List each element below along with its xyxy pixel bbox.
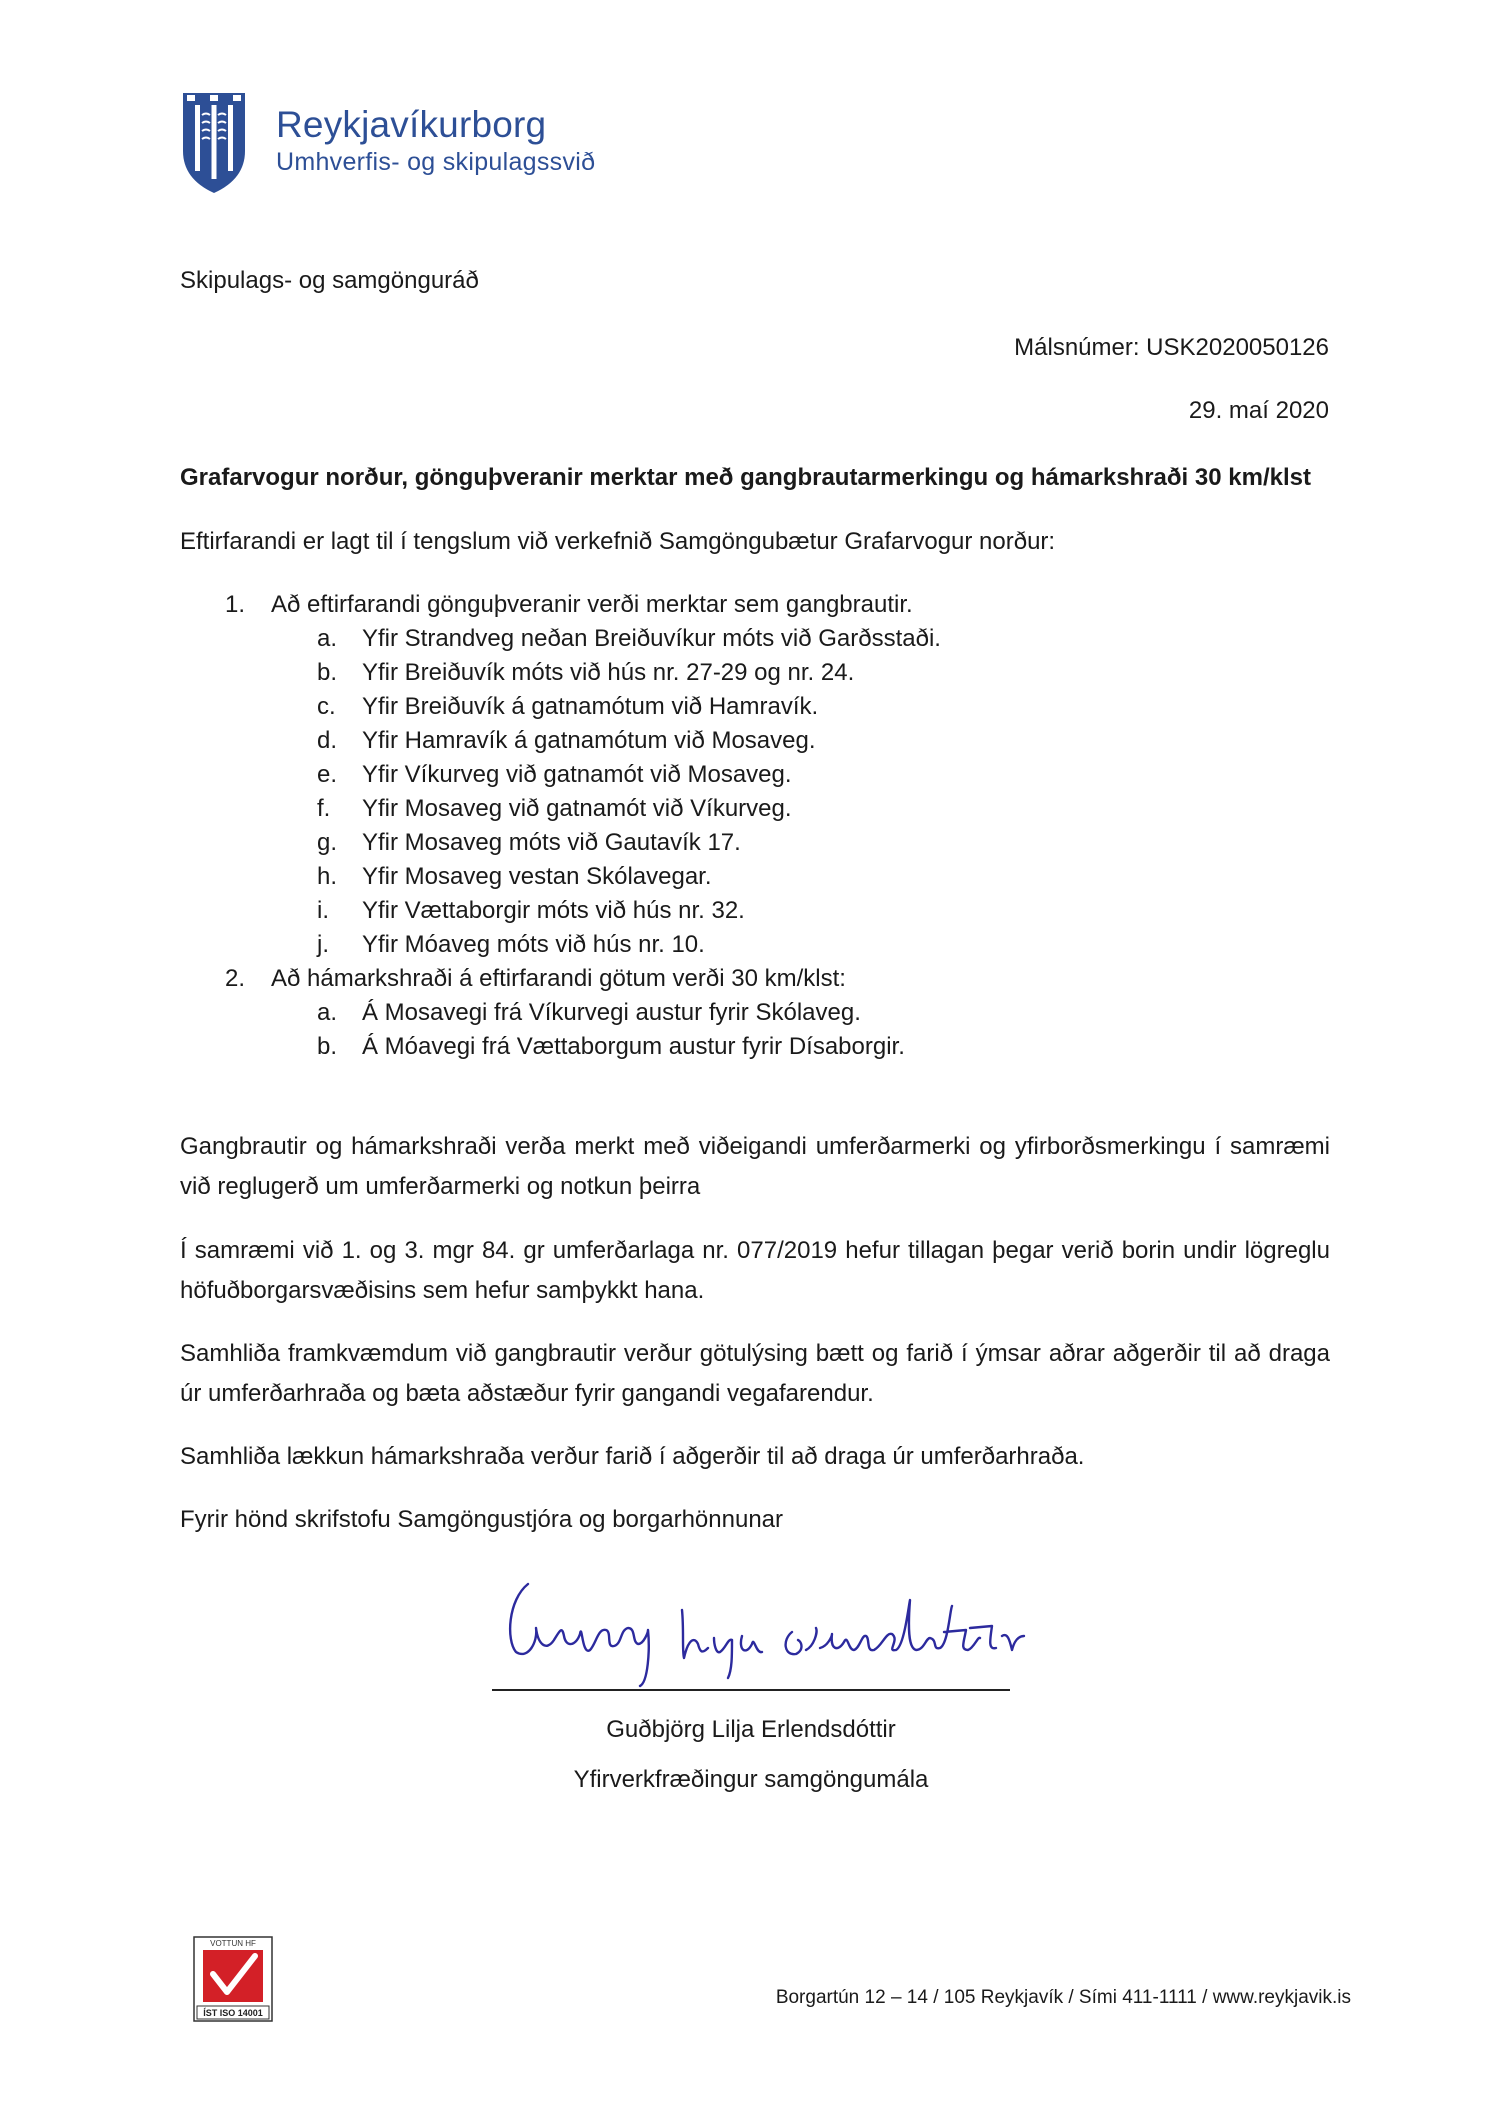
sub-list-item [180,656,1330,690]
sub-list-item [180,724,1330,758]
sub-list-item [180,792,1330,826]
sub-list-item [180,928,1330,962]
reykjavik-coat-of-arms-logo [181,91,247,195]
sub-list-item [180,690,1330,724]
sub-item-letter: b. [317,1033,338,1060]
sub-item-text: Yfir Hamravík á gatnamótum við Mosaveg. [362,727,816,754]
sub-item-text: Yfir Mosaveg við gatnamót við Víkurveg. [362,795,792,822]
sub-item-text: Á Móavegi frá Vættaborgum austur fyrir Dísaborgir. [362,1033,905,1060]
sub-item-text: Yfir Breiðuvík móts við hús nr. 27-29 og nr. 24. [362,659,855,686]
proposal-list [180,588,1330,1064]
sub-list-item [180,622,1330,656]
sub-item-text: Yfir Móaveg móts við hús nr. 10. [362,931,705,958]
list-item [180,962,1330,996]
list-item-text: Að hámarkshraði á eftirfarandi götum verði 30 km/klst: [271,965,846,992]
org-department: Umhverfis- og skipulagssvið [276,148,596,176]
intro-text: Eftirfarandi er lagt til í tengslum við verkefnið Samgöngubætur Grafarvogur norður: [180,528,1056,555]
sub-item-letter: b. [317,659,338,686]
sub-list-item [180,1030,1330,1064]
sub-item-letter: f. [317,795,331,822]
sub-list-item [180,860,1330,894]
handwritten-signature [498,1570,1028,1695]
signer-name: Guðbjörg Lilja Erlendsdóttir [606,1716,896,1743]
sub-item-text: Yfir Vættaborgir móts við hús nr. 32. [362,897,745,924]
list-item-number: 1. [225,591,246,618]
sub-item-text: Yfir Strandveg neðan Breiðuvíkur móts við Garðsstaði. [362,625,941,652]
letter-heading: Grafarvogur norður, gönguþveranir merktar með gangbrautarmerkingu og hámarkshraði 30 km/klst [180,464,1311,491]
paragraph-signage: Gangbrautir og hámarkshraði verða merkt með viðeigandi umferðarmerki og yfirborðsmerkingu í samræmi við reglugerð um umferðarmerki og notkun þeirra [180,1133,1330,1200]
footer-address: Borgartún 12 – 14 / 105 Reykjavík / Sími 411-1111 / www.reykjavik.is [775,1987,1351,2008]
signature-line [492,1689,1010,1691]
list-item-number: 2. [225,965,246,992]
paragraph-legal-basis: Í samræmi við 1. og 3. mgr 84. gr umferðarlaga nr. 077/2019 hefur tillagan þegar verið borin undir lögreglu höfuðborgarsvæðisins sem hefur samþykkt hana. [180,1237,1330,1304]
sub-item-letter: g. [317,829,338,856]
paragraph-speed-reduction: Samhliða lækkun hámarkshraða verður farið í aðgerðir til að draga úr umferðarhraða. [180,1443,1085,1470]
sub-item-letter: c. [317,693,336,720]
org-name: Reykjavíkurborg [276,104,547,145]
sub-item-text: Yfir Mosaveg móts við Gautavík 17. [362,829,741,856]
sub-item-text: Yfir Mosaveg vestan Skólavegar. [362,863,712,890]
sub-item-letter: e. [317,761,338,788]
sub-item-text: Yfir Víkurveg við gatnamót við Mosaveg. [362,761,792,788]
sub-item-letter: h. [317,863,338,890]
sub-item-letter: a. [317,625,338,652]
signer-title: Yfirverkfræðingur samgöngumála [573,1766,929,1793]
sub-item-text: Á Mosavegi frá Víkurvegi austur fyrir Skólaveg. [362,999,861,1026]
sub-item-letter: a. [317,999,338,1026]
paragraph-street-lighting: Samhliða framkvæmdum við gangbrautir verður götulýsing bætt og farið í ýmsar aðrar aðgerðir til að draga úr umferðarhraða og bæta aðstæður fyrir gangandi vegafarendur. [180,1340,1330,1407]
iso-14001-certification-logo [193,1936,273,2022]
list-item-text: Að eftirfarandi gönguþveranir verði merktar sem gangbrautir. [271,591,913,618]
sub-item-letter: d. [317,727,338,754]
sub-list-item [180,758,1330,792]
paragraph-on-behalf-of: Fyrir hönd skrifstofu Samgöngustjóra og borgarhönnunar [180,1506,783,1533]
sub-item-letter: i. [317,897,329,924]
sub-item-letter: j. [317,931,329,958]
iso-top-text: VOTTUN HF [210,1939,256,1948]
sub-list-item [180,826,1330,860]
sub-list-item [180,894,1330,928]
case-number: Málsnúmer: USK2020050126 [1014,334,1329,361]
list-item [180,588,1330,622]
sub-list-item [180,996,1330,1030]
letter-date: 29. maí 2020 [1188,397,1329,424]
recipient: Skipulags- og samgönguráð [180,267,479,294]
sub-item-text: Yfir Breiðuvík á gatnamótum við Hamravík. [362,693,819,720]
iso-bottom-text: ÍST ISO 14001 [203,2008,263,2018]
